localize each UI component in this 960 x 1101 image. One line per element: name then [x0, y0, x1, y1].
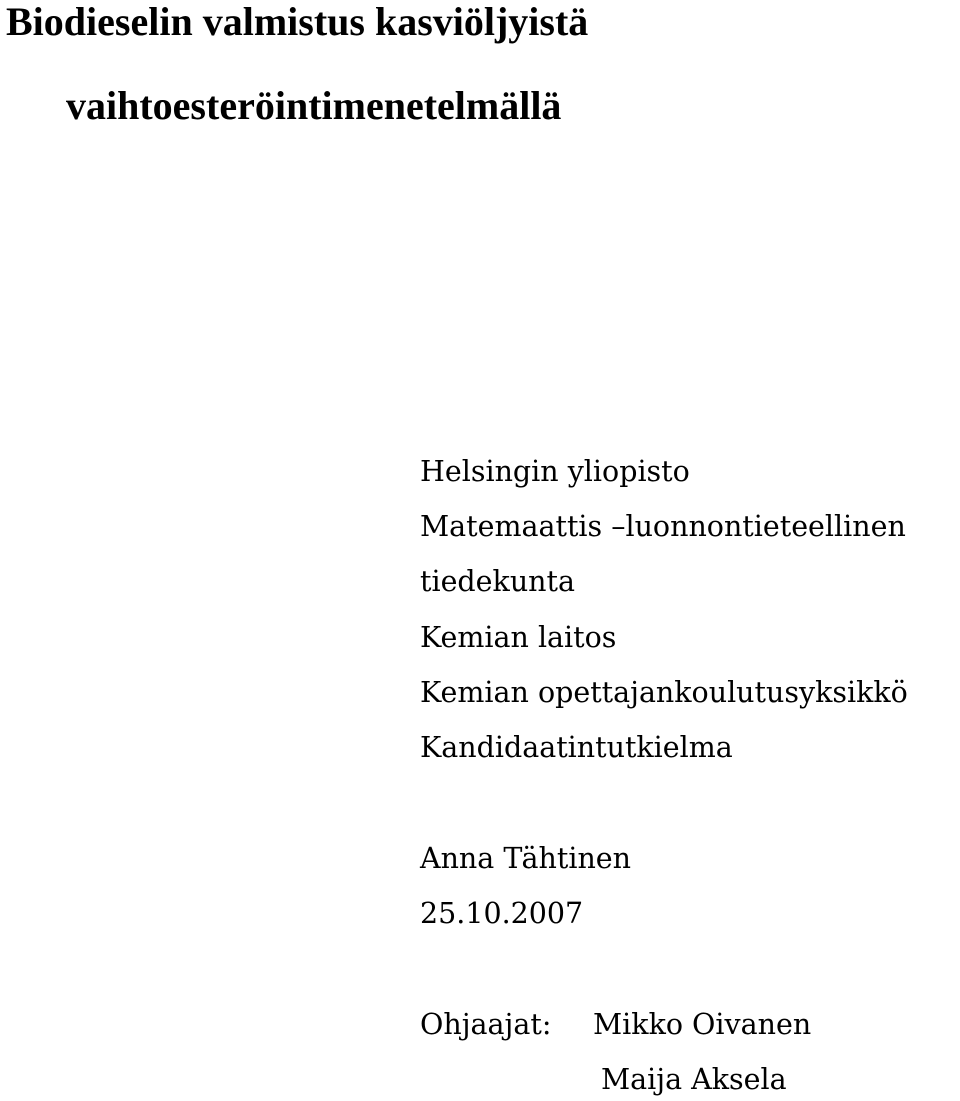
thesis-title-line-1: Biodieselin valmistus kasviöljyistä — [6, 0, 589, 44]
supervisors-label: Ohjaajat: — [420, 1008, 552, 1041]
submission-date: 25.10.2007 — [420, 897, 584, 930]
supervisor-name: Maija Aksela — [601, 1063, 787, 1096]
thesis-title-line-2: vaihtoesteröintimenetelmällä — [66, 83, 562, 128]
unit-name: Kemian opettajankoulutusyksikkö — [420, 676, 908, 709]
faculty-name-line-1: Matemaattis –luonnontieteellinen — [420, 510, 906, 543]
author-name: Anna Tähtinen — [420, 842, 632, 875]
university-name: Helsingin yliopisto — [420, 455, 690, 488]
department-name: Kemian laitos — [420, 621, 617, 654]
faculty-name-line-2: tiedekunta — [420, 565, 575, 598]
supervisor-name: Mikko Oivanen — [593, 1008, 812, 1041]
thesis-type: Kandidaatintutkielma — [420, 731, 733, 764]
